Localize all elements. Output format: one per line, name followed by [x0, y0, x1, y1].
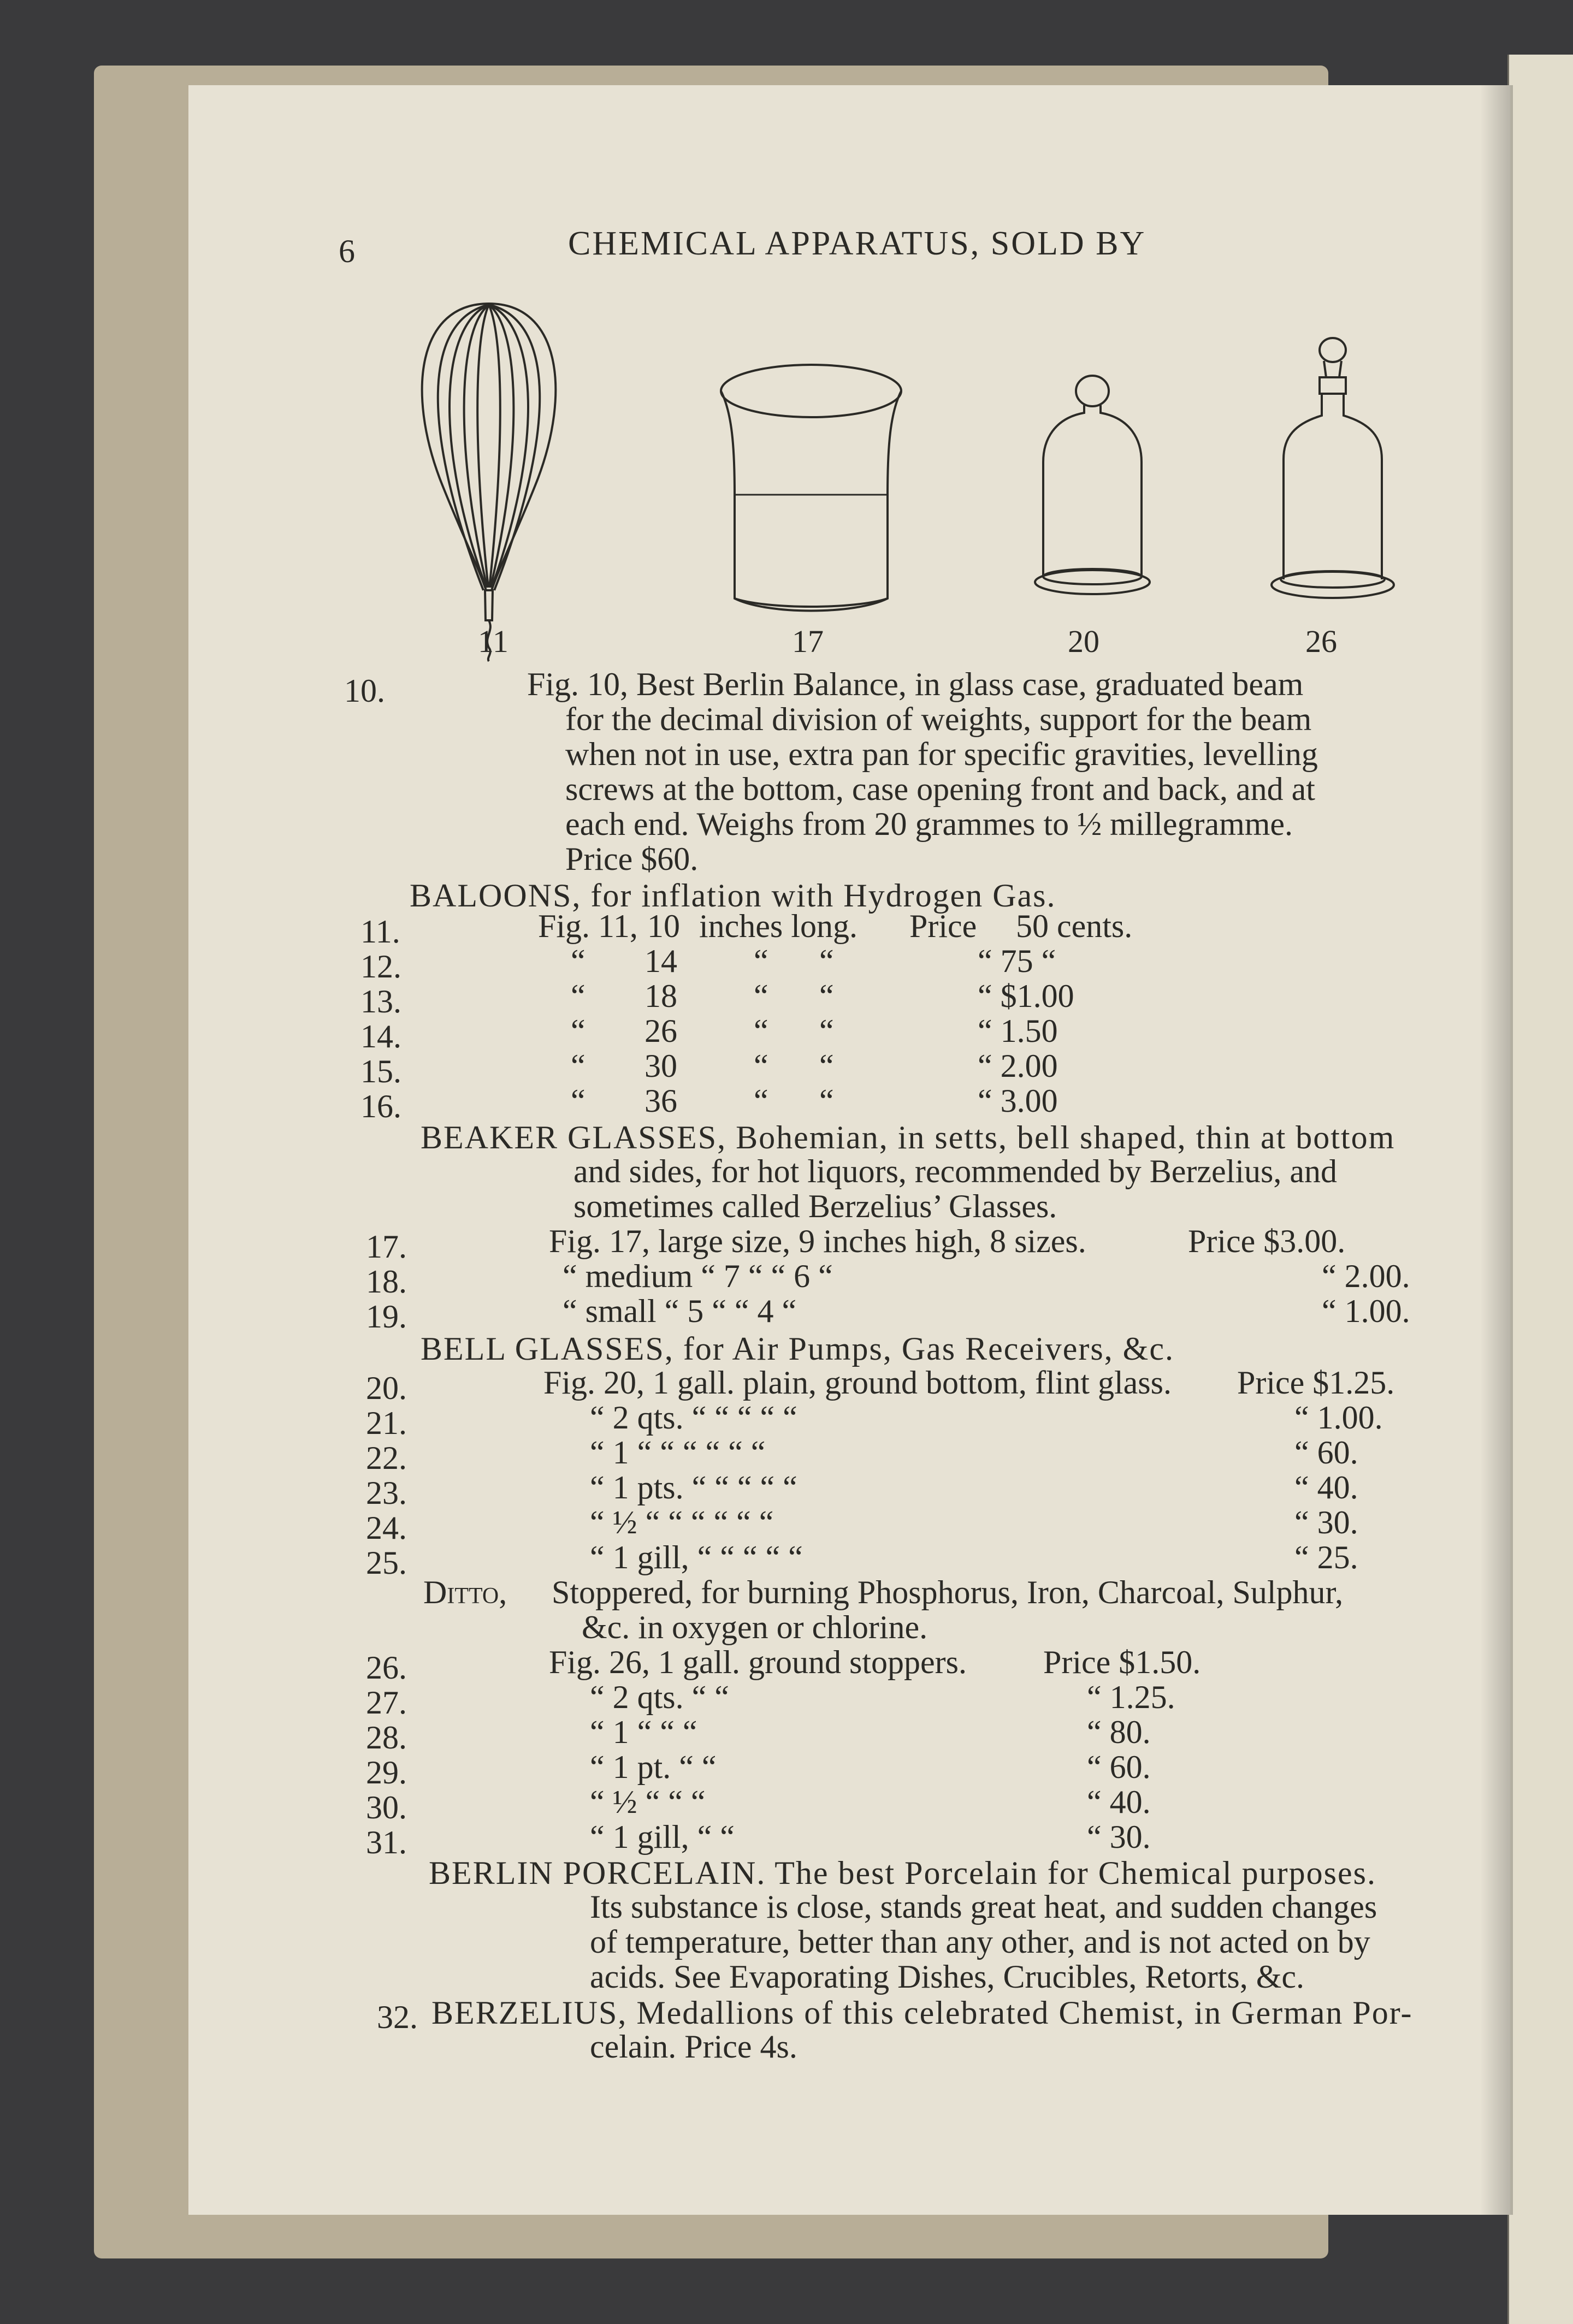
row-c: “: [754, 1083, 768, 1119]
row-price: Price $1.25.: [1237, 1365, 1395, 1401]
figure-label-20: 20: [1068, 624, 1099, 659]
row-text: Fig. 26, 1 gall. ground stoppers.: [549, 1644, 967, 1680]
text-line: acids. See Evaporating Dishes, Crucibles, Retorts, &c.: [590, 1959, 1305, 1995]
text-line: BERZELIUS, Medallions of this celebrated Chemist, in German Por-: [431, 1995, 1413, 2031]
item-number: 23.: [366, 1475, 407, 1511]
row-price: “ 60.: [1294, 1434, 1358, 1471]
row-d: Price: [909, 908, 977, 944]
row-d: “: [819, 1048, 834, 1084]
row-text: “ small “ 5 “ “ 4 “: [563, 1293, 797, 1329]
figure-label-11: 11: [478, 624, 508, 659]
row-d: “: [819, 1013, 834, 1049]
item-number: 28.: [366, 1720, 407, 1756]
text-line: sometimes called Berzelius’ Glasses.: [573, 1188, 1057, 1224]
row-text: “ 1 gill, “ “ “ “ “: [590, 1539, 803, 1575]
row-price: “ 1.00.: [1322, 1293, 1410, 1329]
text-line: Price $60.: [565, 841, 699, 877]
section-heading-beaker: BEAKER GLASSES, Bohemian, in setts, bell shaped, thin at bottom: [421, 1119, 1395, 1155]
item-number: 31.: [366, 1824, 407, 1860]
item-number: 29.: [366, 1754, 407, 1791]
item-number: 10.: [344, 673, 385, 709]
row-price: “ 40.: [1294, 1469, 1358, 1505]
row-e: “ 75 “: [978, 943, 1056, 979]
row-e: “ 1.50: [978, 1013, 1058, 1049]
row-text: Fig. 20, 1 gall. plain, ground bottom, flint glass.: [543, 1365, 1172, 1401]
item-number: 24.: [366, 1510, 407, 1546]
row-b: 30: [644, 1048, 677, 1084]
row-e: “ 2.00: [978, 1048, 1058, 1084]
catalogue-page: [188, 85, 1510, 2215]
row-d: “: [819, 943, 834, 979]
row-e: “ $1.00: [978, 978, 1074, 1014]
row-d: “: [819, 978, 834, 1014]
row-b: 26: [644, 1013, 677, 1049]
row-c: “: [754, 978, 768, 1014]
text-line: and sides, for hot liquors, recommended by Berzelius, and: [573, 1153, 1337, 1189]
section-heading-berlin-porcelain: BERLIN PORCELAIN. The best Porcelain for Chemical purposes.: [429, 1855, 1376, 1891]
row-text: “ medium “ 7 “ “ 6 “: [563, 1258, 833, 1294]
item-number: 27.: [366, 1685, 407, 1721]
text-line: &c. in oxygen or chlorine.: [582, 1609, 928, 1645]
row-text: “ 2 qts. “ “: [590, 1679, 729, 1715]
row-c: “: [754, 943, 768, 979]
item-number: 11.: [360, 914, 400, 950]
row-text: “ 1 pt. “ “: [590, 1749, 717, 1785]
stoppered-bell-jar-icon: [1267, 334, 1398, 612]
row-c: “: [754, 1048, 768, 1084]
item-number: 12.: [360, 948, 401, 985]
text-line: each end. Weighs from 20 grammes to ½ millegramme.: [565, 806, 1293, 842]
row-e: “ 3.00: [978, 1083, 1058, 1119]
text-line: when not in use, extra pan for specific gravities, levelling: [565, 736, 1318, 772]
row-price: “ 30.: [1294, 1504, 1358, 1540]
text-line: Its substance is close, stands great heat, and sudden changes: [590, 1889, 1377, 1925]
text-line: of temperature, better than any other, and is not acted on by: [590, 1924, 1370, 1960]
row-text: “ 1 gill, “ “: [590, 1819, 735, 1855]
row-a: “: [571, 978, 586, 1014]
item-number: 19.: [366, 1299, 407, 1335]
row-b: 18: [644, 978, 677, 1014]
item-number: 26.: [366, 1650, 407, 1686]
page-number: 6: [339, 233, 355, 269]
row-text: “ 1 pts. “ “ “ “ “: [590, 1469, 797, 1505]
item-number: 15.: [360, 1053, 401, 1089]
row-text: “ 2 qts. “ “ “ “ “: [590, 1400, 797, 1436]
row-text: “ 1 “ “ “: [590, 1714, 697, 1750]
row-c: inches long.: [699, 908, 858, 944]
row-price: “ 1.25.: [1087, 1679, 1175, 1715]
facing-page-edge: [1507, 55, 1573, 2324]
row-text: “ 1 “ “ “ “ “ “: [590, 1434, 766, 1471]
row-a: “: [571, 1048, 586, 1084]
row-price: “ 1.00.: [1294, 1400, 1383, 1436]
item-number: 18.: [366, 1264, 407, 1300]
page-gutter-shadow: [1480, 85, 1513, 2215]
text-line: celain. Price 4s.: [590, 2029, 797, 2065]
row-price: “ 60.: [1087, 1749, 1151, 1785]
row-b: 10: [647, 908, 680, 944]
row-price: Price $1.50.: [1043, 1644, 1201, 1680]
item-number: 21.: [366, 1405, 407, 1441]
row-a: “: [571, 943, 586, 979]
row-text: Fig. 17, large size, 9 inches high, 8 sizes.: [549, 1223, 1086, 1259]
row-a: “: [571, 1083, 586, 1119]
page-title: CHEMICAL APPARATUS, SOLD BY: [568, 225, 1146, 262]
row-text: “ ½ “ “ “: [590, 1784, 706, 1820]
row-a: “: [571, 1013, 586, 1049]
text-line: Fig. 10, Best Berlin Balance, in glass case, graduated beam: [527, 666, 1304, 702]
row-price: “ 40.: [1087, 1784, 1151, 1820]
text-line: Stoppered, for burning Phosphorus, Iron, Charcoal, Sulphur,: [552, 1574, 1344, 1610]
row-b: 36: [644, 1083, 677, 1119]
row-price: “ 80.: [1087, 1714, 1151, 1750]
row-price: Price $3.00.: [1188, 1223, 1346, 1259]
item-number: 14.: [360, 1018, 401, 1054]
row-text: “ ½ “ “ “ “ “ “: [590, 1504, 774, 1540]
row-e: 50 cents.: [1016, 908, 1133, 944]
text-line: for the decimal division of weights, support for the beam: [565, 701, 1312, 737]
figure-label-17: 17: [792, 624, 824, 659]
row-d: “: [819, 1083, 834, 1119]
section-heading-bell-glasses: BELL GLASSES, for Air Pumps, Gas Receivers, &c.: [421, 1331, 1174, 1367]
item-number: 22.: [366, 1440, 407, 1476]
bell-jar-icon: [1032, 369, 1152, 609]
row-price: “ 2.00.: [1322, 1258, 1410, 1294]
row-price: “ 30.: [1087, 1819, 1151, 1855]
section-heading-baloons: BALOONS, for inflation with Hydrogen Gas.: [410, 878, 1056, 914]
item-number: 32.: [377, 1999, 418, 2035]
item-number: 17.: [366, 1229, 407, 1265]
row-b: 14: [644, 943, 677, 979]
ditto-label: Ditto,: [423, 1574, 507, 1610]
beaker-icon: [713, 358, 909, 620]
text-line: screws at the bottom, case opening front and back, and at: [565, 771, 1315, 807]
row-c: “: [754, 1013, 768, 1049]
item-number: 20.: [366, 1370, 407, 1406]
item-number: 16.: [360, 1088, 401, 1124]
row-a: Fig. 11,: [538, 908, 638, 944]
figure-label-26: 26: [1305, 624, 1337, 659]
item-number: 13.: [360, 983, 401, 1019]
item-number: 30.: [366, 1789, 407, 1825]
item-number: 25.: [366, 1545, 407, 1581]
row-price: “ 25.: [1294, 1539, 1358, 1575]
